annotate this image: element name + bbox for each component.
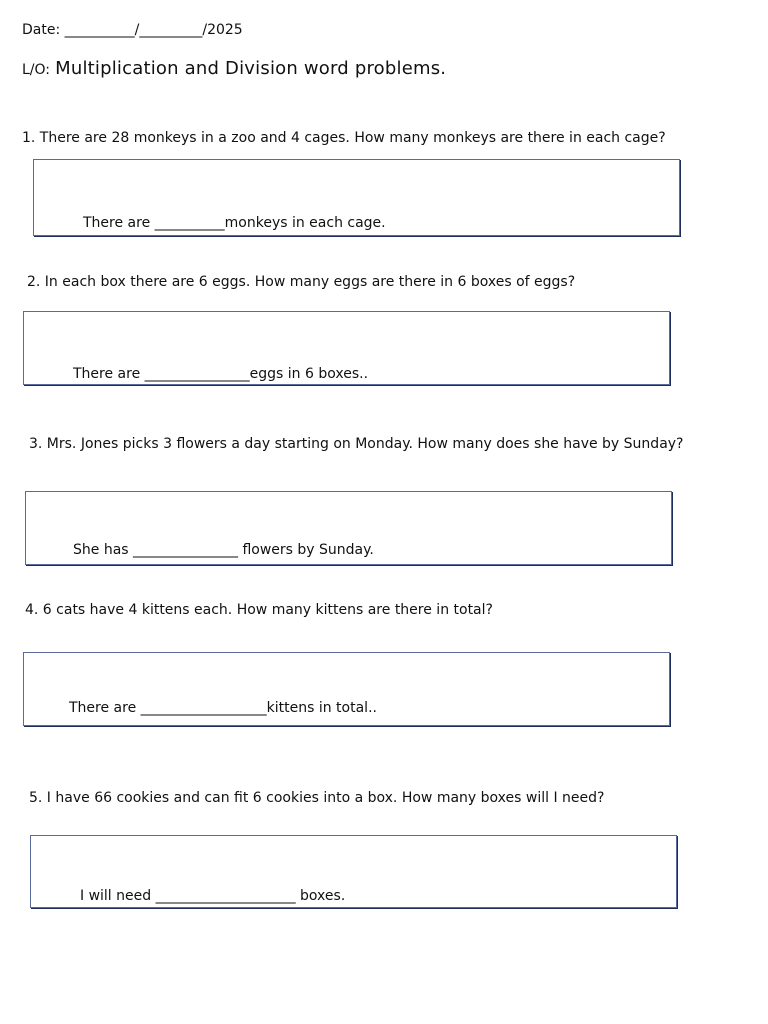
- question-4-answer-sentence: There are __________________kittens in total..: [69, 700, 377, 716]
- question-4-answer-box[interactable]: [23, 652, 670, 726]
- date-field: Date: __________/_________/2025: [22, 22, 243, 38]
- question-2-text: 2. In each box there are 6 eggs. How many eggs are there in 6 boxes of eggs?: [27, 274, 576, 290]
- question-5-answer-box[interactable]: [30, 835, 677, 908]
- question-1-answer-box[interactable]: [33, 159, 680, 236]
- page-title: Multiplication and Division word problems.: [55, 58, 447, 79]
- learning-objective: [22, 58, 446, 79]
- question-2-answer-box[interactable]: [23, 311, 670, 385]
- question-3-text: 3. Mrs. Jones picks 3 flowers a day starting on Monday. How many does she have by Sunday?: [29, 436, 684, 452]
- question-4-text: 4. 6 cats have 4 kittens each. How many kittens are there in total?: [25, 602, 493, 618]
- question-1-answer-sentence: There are __________monkeys in each cage.: [83, 215, 386, 231]
- question-5-answer-sentence: I will need ____________________ boxes.: [80, 888, 346, 904]
- question-2-answer-sentence: There are _______________eggs in 6 boxes..: [73, 366, 369, 382]
- question-1-text: 1. There are 28 monkeys in a zoo and 4 cages. How many monkeys are there in each cage?: [22, 130, 666, 146]
- question-3-answer-sentence: She has _______________ flowers by Sunday.: [73, 542, 374, 558]
- question-5-text: 5. I have 66 cookies and can fit 6 cookies into a box. How many boxes will I need?: [29, 790, 605, 806]
- question-3-answer-box[interactable]: [25, 491, 672, 565]
- lo-prefix: L/O:: [22, 62, 51, 78]
